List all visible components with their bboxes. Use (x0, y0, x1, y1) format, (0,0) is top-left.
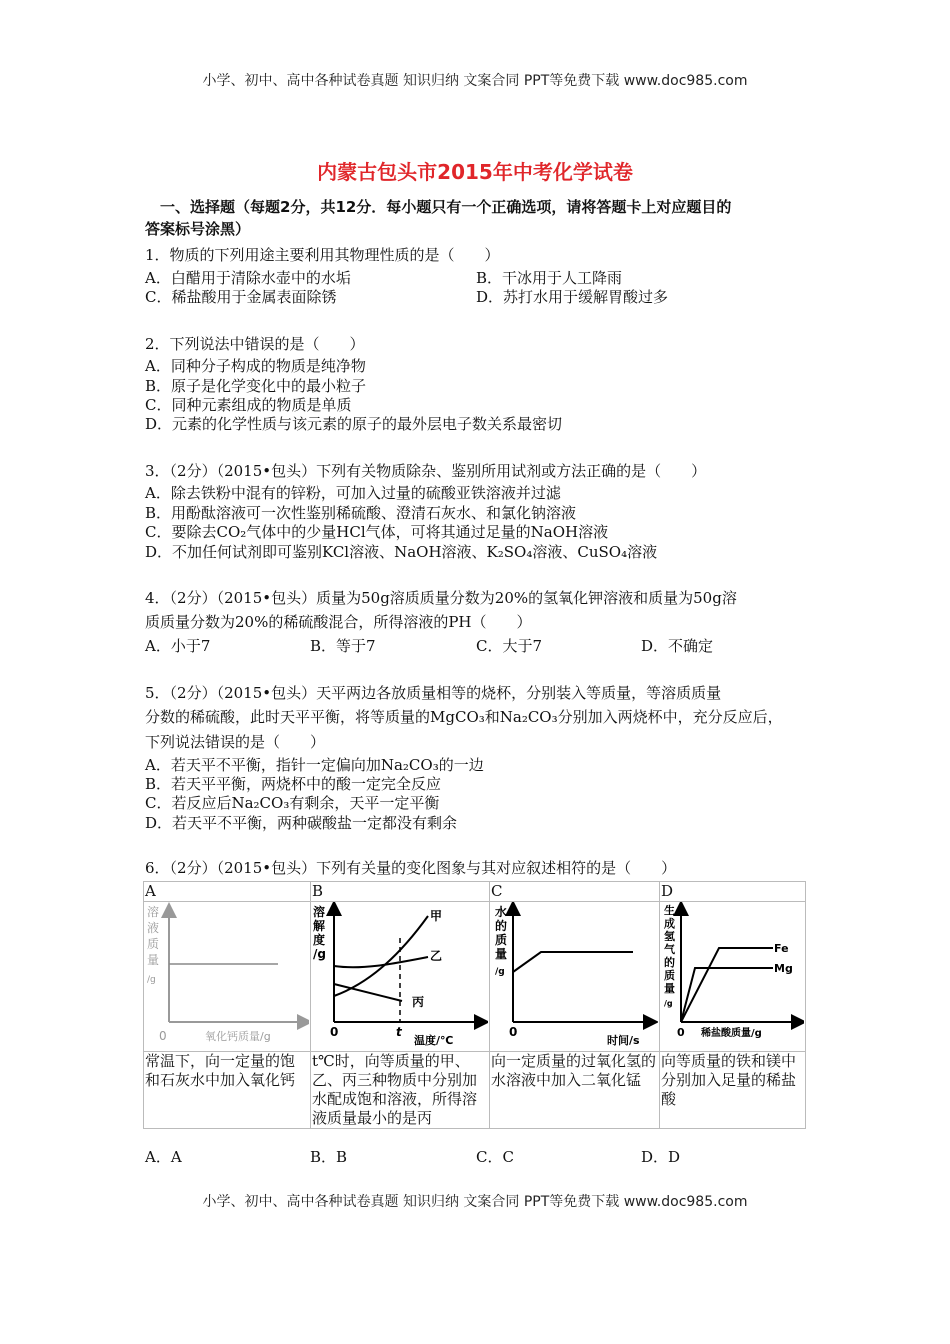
q5-option-d: D．若天平不平衡，两种碳酸盐一定都没有剩余 (145, 814, 458, 832)
graph-d-svg (661, 902, 804, 1046)
q1-option-d: D．苏打水用于缓解胃酸过多 (476, 288, 669, 306)
y-label: 的 (664, 956, 675, 969)
q1-option-b: B．干冰用于人工降雨 (476, 269, 623, 287)
curve-yi (334, 957, 428, 967)
cell-label-c: C (490, 882, 660, 902)
origin-label: 0 (509, 1025, 518, 1039)
q1-option-a: A．白醋用于清除水壶中的水垢 (145, 269, 351, 287)
y-label: 成 (664, 917, 675, 930)
graph-a-svg (145, 902, 309, 1046)
y-label: /g (495, 967, 505, 977)
q6-option-d: D．D (641, 1148, 681, 1166)
q6-option-b: B．B (310, 1148, 348, 1166)
x-label: 温度/℃ (414, 1034, 454, 1046)
y-label: 质 (664, 969, 675, 982)
y-label: 质 (147, 937, 160, 951)
graph-b-svg (312, 902, 488, 1046)
x-label: 时间/s (607, 1034, 640, 1046)
q6-option-c: C．C (476, 1148, 514, 1166)
y-label: 水 (495, 905, 508, 919)
q3-stem: 3．（2分）（2015•包头）下列有关物质除杂、鉴别所用试剂或方法正确的是（ ） (145, 462, 707, 480)
curve-fe (681, 948, 773, 1022)
series-label-fe: Fe (774, 942, 789, 955)
q5-stem-cont2: 下列说法错误的是（ ） (145, 733, 326, 751)
x-label: 氧化钙质量/g (205, 1030, 271, 1043)
y-label: 解 (313, 919, 326, 933)
q4-option-a: A．小于7 (145, 637, 211, 655)
graph-c-svg (491, 902, 658, 1046)
t-tick-label: t (396, 1025, 402, 1039)
q4-stem: 4．（2分）（2015•包头）质量为50g溶质质量分数为20%的氢氧化钾溶液和质量为50g溶 (145, 589, 737, 607)
q2-option-b: B．原子是化学变化中的最小粒子 (145, 377, 367, 395)
cell-desc-a: 常温下，向一定量的饱和石灰水中加入氧化钙 (144, 1052, 311, 1129)
q6-option-a: A．A (145, 1148, 182, 1166)
cell-desc-d: 向等质量的铁和镁中分别加入足量的稀盐酸 (660, 1052, 806, 1129)
q5-stem: 5．（2分）（2015•包头）天平两边各放质量相等的烧杯，分别装入等质量，等溶质质量 (145, 684, 722, 702)
y-label: 量 (495, 947, 508, 961)
y-label: 质 (495, 933, 508, 947)
q1-option-c: C．稀盐酸用于金属表面除锈 (145, 288, 337, 306)
y-label: 的 (495, 919, 508, 933)
q2-option-c: C．同种元素组成的物质是单质 (145, 396, 352, 414)
section-heading: 一、选择题（每题2分，共12分．每小题只有一个正确选项，请将答题卡上对应题目的 (160, 198, 732, 216)
q3-option-a: A．除去铁粉中混有的锌粉，可加入过量的硫酸亚铁溶液并过滤 (145, 484, 561, 502)
q3-option-b: B．用酚酞溶液可一次性鉴别稀硫酸、澄清石灰水、和氯化钠溶液 (145, 504, 577, 522)
y-label: 氢 (664, 930, 675, 943)
y-label: /g (664, 999, 673, 1008)
curve (513, 952, 633, 972)
exam-title: 内蒙古包头市2015年中考化学试卷 (317, 160, 633, 184)
q3-option-c: C．要除去CO₂气体中的少量HCl气体，可将其通过足量的NaOH溶液 (145, 523, 609, 541)
page-header: 小学、初中、高中各种试卷真题 知识归纳 文案合同 PPT等免费下载 www.doc985.com (202, 73, 748, 89)
y-label: 溶 (147, 905, 160, 919)
y-label: 量 (147, 953, 160, 967)
curve-jia (334, 916, 428, 996)
q1-stem: 1．物质的下列用途主要利用其物理性质的是（ ） (145, 246, 500, 264)
y-label: 度 (313, 933, 326, 947)
q4-option-b: B．等于7 (310, 637, 376, 655)
series-label-jia: 甲 (430, 909, 443, 923)
q3-option-d: D．不加任何试剂即可鉴别KCl溶液、NaOH溶液、K₂SO₄溶液、CuSO₄溶液 (145, 543, 658, 561)
cell-desc-b: t℃时，向等质量的甲、乙、丙三种物质中分别加水配成饱和溶液，所得溶液质量最小的是丙 (311, 1052, 490, 1129)
q2-option-a: A．同种分子构成的物质是纯净物 (145, 357, 366, 375)
y-label: /g (313, 947, 326, 961)
q6-stem: 6．（2分）（2015•包头）下列有关量的变化图象与其对应叙述相符的是（ ） (145, 859, 677, 877)
graph-d (660, 902, 806, 1052)
series-label-mg: Mg (774, 962, 793, 975)
q2-option-d: D．元素的化学性质与该元素的原子的最外层电子数关系最密切 (145, 415, 563, 433)
graph-b (311, 902, 490, 1052)
cell-label-d: D (660, 882, 806, 902)
series-label-yi: 乙 (430, 949, 443, 963)
q4-option-c: C．大于7 (476, 637, 543, 655)
x-label: 稀盐酸质量/g (701, 1028, 762, 1039)
y-label: /g (147, 975, 156, 985)
q5-option-c: C．若反应后Na₂CO₃有剩余，天平一定平衡 (145, 794, 440, 812)
cell-label-b: B (311, 882, 490, 902)
cell-desc-c: 向一定质量的过氧化氢的水溶液中加入二氧化锰 (490, 1052, 660, 1129)
y-label: 溶 (313, 905, 326, 919)
series-label-bing: 丙 (412, 995, 425, 1009)
origin-label: 0 (677, 1026, 685, 1039)
cell-label-a: A (144, 882, 311, 902)
q5-stem-cont: 分数的稀硫酸，此时天平平衡，将等质量的MgCO₃和Na₂CO₃分别加入两烧杯中，充分反应后， (145, 708, 783, 726)
graph-c (490, 902, 660, 1052)
origin-label: 0 (330, 1025, 339, 1039)
q4-option-d: D．不确定 (641, 637, 714, 655)
q5-option-b: B．若天平平衡，两烧杯中的酸一定完全反应 (145, 775, 442, 793)
y-label: 量 (664, 982, 675, 995)
origin-label: 0 (159, 1029, 167, 1043)
y-label: 液 (147, 921, 160, 935)
q4-stem-cont: 质质量分数为20%的稀硫酸混合，所得溶液的PH（ ） (145, 613, 532, 631)
q6-graph-table (143, 881, 806, 1129)
graph-a (144, 902, 311, 1052)
y-label: 气 (664, 943, 675, 956)
section-heading-cont: 答案标号涂黑） (145, 220, 251, 238)
q2-stem: 2．下列说法中错误的是（ ） (145, 335, 365, 353)
y-label: 生 (664, 904, 675, 917)
page-footer: 小学、初中、高中各种试卷真题 知识归纳 文案合同 PPT等免费下载 www.doc985.com (202, 1194, 748, 1210)
q5-option-a: A．若天平不平衡，指针一定偏向加Na₂CO₃的一边 (145, 756, 484, 774)
